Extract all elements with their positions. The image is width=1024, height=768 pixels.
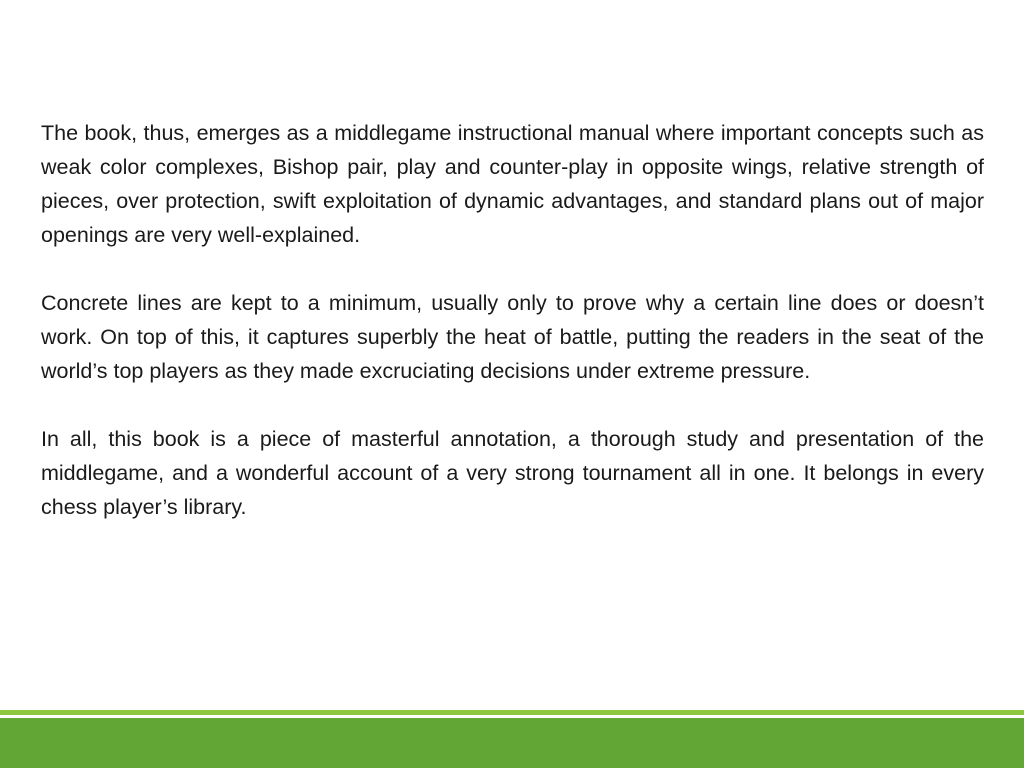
paragraph-2: Concrete lines are kept to a minimum, usually only to prove why a certain line does or doesn’t work. On top of this, it captures superbly the heat of battle, putting the readers in the seat of the world’s top players as they made excruciating decisions under extreme pressure. [41, 291, 984, 383]
paragraph-1: The book, thus, emerges as a middlegame instructional manual where important concepts such as weak color complexes, Bishop pair, play and counter-play in opposite wings, relative strength of pieces, over protection, swift exploitation of dynamic advantages, and standard plans out of major openings are very well-explained. [41, 121, 984, 247]
paragraph-3: In all, this book is a piece of masterful annotation, a thorough study and presentation of the middlegame, and a wonderful account of a very strong tournament all in one. It belongs in every chess player’s library. [41, 427, 984, 519]
footer-accent-line [0, 710, 1024, 715]
slide-body [41, 116, 984, 524]
footer-bar [0, 718, 1024, 768]
